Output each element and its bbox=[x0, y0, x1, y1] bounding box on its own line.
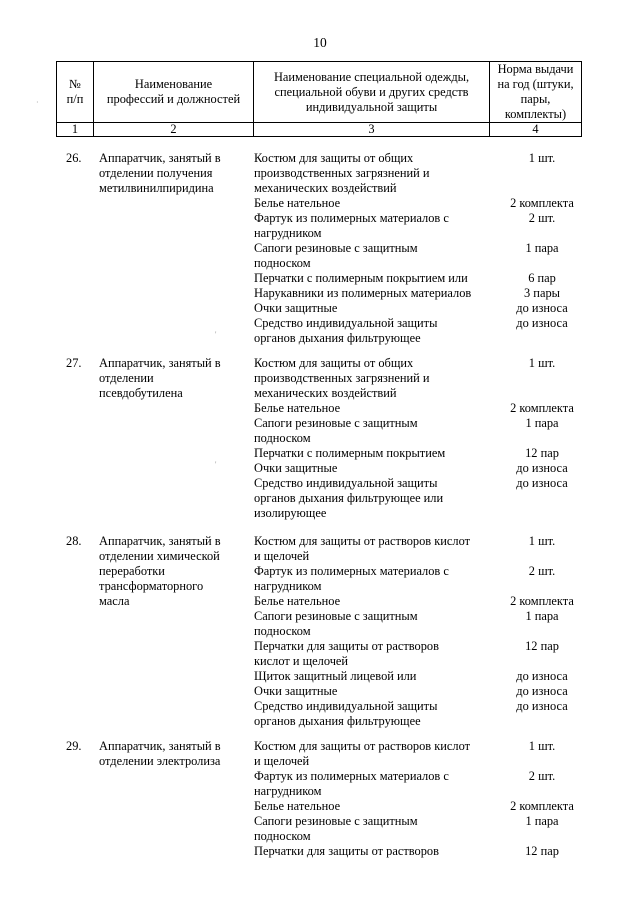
equipment-name-line: подноском bbox=[254, 624, 311, 638]
equipment-item bbox=[254, 844, 640, 859]
equipment-item bbox=[254, 301, 640, 316]
entry-number: 29. bbox=[66, 739, 82, 753]
issue-norm: 1 пара bbox=[525, 609, 559, 623]
equipment-name-line: Белье нательное bbox=[254, 401, 341, 415]
equipment-name-line: Очки защитные bbox=[254, 684, 338, 698]
equipment-item bbox=[254, 594, 640, 609]
equipment-name-line: органов дыхания фильтрующее или bbox=[254, 491, 444, 505]
equipment-name bbox=[254, 669, 492, 684]
equipment-item bbox=[254, 461, 640, 476]
equipment-name-line: органов дыхания фильтрующее bbox=[254, 714, 421, 728]
entry-profession bbox=[99, 739, 249, 769]
header-number-2: 2 bbox=[94, 123, 254, 137]
equipment-name bbox=[254, 286, 492, 301]
equipment-item bbox=[254, 739, 640, 769]
issue-norm: 1 шт. bbox=[528, 739, 556, 753]
equipment-name-line: Перчатки для защиты от растворов bbox=[254, 844, 439, 858]
equipment-item bbox=[254, 769, 640, 799]
equipment-list bbox=[254, 534, 640, 729]
equipment-item bbox=[254, 356, 640, 401]
equipment-name bbox=[254, 316, 492, 346]
header-col-number: № п/п bbox=[57, 62, 94, 123]
header-number-3: 3 bbox=[254, 123, 490, 137]
equipment-name-line: Средство индивидуальной защиты bbox=[254, 699, 438, 713]
equipment-name-line: Очки защитные bbox=[254, 301, 338, 315]
equipment-name-line: Костюм для защиты от растворов кислот bbox=[254, 739, 471, 753]
issue-norm: до износа bbox=[516, 684, 568, 698]
equipment-name bbox=[254, 446, 492, 461]
equipment-name-line: производственных загрязнений и bbox=[254, 166, 430, 180]
issue-norm: 2 шт. bbox=[528, 564, 556, 578]
issue-norm: до износа bbox=[516, 476, 568, 490]
issue-norm: до износа bbox=[516, 461, 568, 475]
equipment-name-line: Костюм для защиты от растворов кислот bbox=[254, 534, 471, 548]
equipment-name-line: механических воздействий bbox=[254, 181, 397, 195]
scan-speck: · bbox=[36, 98, 39, 107]
equipment-name-line: и щелочей bbox=[254, 549, 310, 563]
equipment-name-line: и щелочей bbox=[254, 754, 310, 768]
equipment-name-line: Перчатки с полимерным покрытием или bbox=[254, 271, 468, 285]
equipment-name-line: нагрудником bbox=[254, 784, 322, 798]
entry-number: 27. bbox=[66, 356, 82, 370]
equipment-name-line: подноском bbox=[254, 256, 311, 270]
equipment-name bbox=[254, 241, 492, 271]
equipment-name-line: подноском bbox=[254, 829, 311, 843]
issue-norm: 2 шт. bbox=[528, 211, 556, 225]
profession-line: псевдобутилена bbox=[99, 386, 183, 400]
equipment-name bbox=[254, 416, 492, 446]
equipment-name-line: Фартук из полимерных материалов с bbox=[254, 564, 449, 578]
equipment-list bbox=[254, 356, 640, 521]
profession-line: Аппаратчик, занятый в bbox=[99, 739, 221, 753]
header-number-1: 1 bbox=[57, 123, 94, 137]
equipment-item bbox=[254, 564, 640, 594]
entry-number: 26. bbox=[66, 151, 82, 165]
issue-norm: до износа bbox=[516, 301, 568, 315]
equipment-name bbox=[254, 639, 492, 669]
equipment-item bbox=[254, 151, 640, 196]
equipment-item bbox=[254, 286, 640, 301]
issue-norm: 2 комплекта bbox=[510, 799, 574, 813]
equipment-name bbox=[254, 844, 492, 859]
equipment-name-line: Нарукавники из полимерных материалов bbox=[254, 286, 472, 300]
table-header bbox=[56, 61, 582, 137]
equipment-name-line: нагрудником bbox=[254, 226, 322, 240]
equipment-name-line: Сапоги резиновые с защитным bbox=[254, 416, 418, 430]
equipment-item bbox=[254, 416, 640, 446]
equipment-name bbox=[254, 769, 492, 799]
profession-line: отделении электролиза bbox=[99, 754, 221, 768]
header-col-profession: Наименование профессий и должностей bbox=[94, 62, 254, 123]
equipment-name bbox=[254, 799, 492, 814]
issue-norm: 6 пар bbox=[528, 271, 556, 285]
equipment-name-line: Фартук из полимерных материалов с bbox=[254, 769, 449, 783]
equipment-name-line: Средство индивидуальной защиты bbox=[254, 316, 438, 330]
equipment-item bbox=[254, 534, 640, 564]
issue-norm: 2 комплекта bbox=[510, 401, 574, 415]
equipment-name-line: Средство индивидуальной защиты bbox=[254, 476, 438, 490]
equipment-name-line: Щиток защитный лицевой или bbox=[254, 669, 417, 683]
equipment-list bbox=[254, 739, 640, 859]
equipment-item bbox=[254, 196, 640, 211]
equipment-item bbox=[254, 609, 640, 639]
profession-line: отделении химической bbox=[99, 549, 220, 563]
equipment-name-line: Сапоги резиновые с защитным bbox=[254, 814, 418, 828]
equipment-item bbox=[254, 699, 640, 729]
profession-line: переработки bbox=[99, 564, 165, 578]
equipment-name bbox=[254, 301, 492, 316]
equipment-name-line: Белье нательное bbox=[254, 799, 341, 813]
scan-speck: ' bbox=[215, 330, 217, 339]
equipment-list bbox=[254, 151, 640, 346]
issue-norm: 12 пар bbox=[525, 639, 559, 653]
issue-norm: 1 пара bbox=[525, 241, 559, 255]
profession-line: отделении bbox=[99, 371, 154, 385]
profession-line: трансформаторного bbox=[99, 579, 204, 593]
equipment-item bbox=[254, 316, 640, 346]
equipment-name bbox=[254, 211, 492, 241]
entry-profession bbox=[99, 151, 249, 196]
entry-profession bbox=[99, 534, 249, 609]
equipment-name bbox=[254, 594, 492, 609]
issue-norm: 1 пара bbox=[525, 814, 559, 828]
issue-norm: 12 пар bbox=[525, 844, 559, 858]
equipment-name-line: Очки защитные bbox=[254, 461, 338, 475]
header-col-norm: Норма выдачи на год (штуки, пары, комплекты) bbox=[490, 62, 582, 123]
equipment-item bbox=[254, 814, 640, 844]
profession-line: отделении получения bbox=[99, 166, 213, 180]
equipment-name-line: Сапоги резиновые с защитным bbox=[254, 241, 418, 255]
equipment-name-line: подноском bbox=[254, 431, 311, 445]
issue-norm: 1 пара bbox=[525, 416, 559, 430]
equipment-name-line: кислот и щелочей bbox=[254, 654, 349, 668]
equipment-name bbox=[254, 461, 492, 476]
issue-norm: 2 комплекта bbox=[510, 196, 574, 210]
equipment-name-line: механических воздействий bbox=[254, 386, 397, 400]
equipment-name bbox=[254, 356, 492, 401]
equipment-name-line: Сапоги резиновые с защитным bbox=[254, 609, 418, 623]
equipment-name-line: нагрудником bbox=[254, 579, 322, 593]
equipment-name-line: Перчатки с полимерным покрытием bbox=[254, 446, 446, 460]
profession-line: масла bbox=[99, 594, 130, 608]
equipment-name bbox=[254, 476, 492, 521]
equipment-name bbox=[254, 271, 492, 286]
equipment-name bbox=[254, 684, 492, 699]
issue-norm: 2 шт. bbox=[528, 769, 556, 783]
equipment-name-line: изолирующее bbox=[254, 506, 327, 520]
issue-norm: до износа bbox=[516, 316, 568, 330]
profession-line: Аппаратчик, занятый в bbox=[99, 356, 221, 370]
issue-norm: до износа bbox=[516, 669, 568, 683]
equipment-item bbox=[254, 211, 640, 241]
equipment-item bbox=[254, 639, 640, 669]
equipment-name bbox=[254, 739, 492, 769]
issue-norm: 1 шт. bbox=[528, 534, 556, 548]
equipment-name bbox=[254, 534, 492, 564]
equipment-name-line: Перчатки для защиты от растворов bbox=[254, 639, 439, 653]
equipment-item bbox=[254, 476, 640, 521]
equipment-name-line: Костюм для защиты от общих bbox=[254, 151, 414, 165]
equipment-item bbox=[254, 799, 640, 814]
profession-line: Аппаратчик, занятый в bbox=[99, 151, 221, 165]
equipment-item bbox=[254, 271, 640, 286]
issue-norm: 1 шт. bbox=[528, 151, 556, 165]
entry-profession bbox=[99, 356, 249, 401]
equipment-name bbox=[254, 196, 492, 211]
equipment-name-line: Белье нательное bbox=[254, 594, 341, 608]
equipment-name bbox=[254, 699, 492, 729]
equipment-item bbox=[254, 446, 640, 461]
equipment-name bbox=[254, 401, 492, 416]
entry-number: 28. bbox=[66, 534, 82, 548]
scan-speck: ' bbox=[215, 460, 217, 469]
header-col-equipment: Наименование специальной одежды, специальной обуви и других средств индивидуальной защиты bbox=[254, 62, 490, 123]
equipment-item bbox=[254, 684, 640, 699]
issue-norm: 12 пар bbox=[525, 446, 559, 460]
equipment-item bbox=[254, 669, 640, 684]
page-number: 10 bbox=[313, 35, 327, 50]
equipment-name bbox=[254, 609, 492, 639]
equipment-name bbox=[254, 814, 492, 844]
equipment-name-line: Фартук из полимерных материалов с bbox=[254, 211, 449, 225]
equipment-name-line: производственных загрязнений и bbox=[254, 371, 430, 385]
equipment-item bbox=[254, 401, 640, 416]
header-number-4: 4 bbox=[490, 123, 582, 137]
issue-norm: до износа bbox=[516, 699, 568, 713]
equipment-name-line: органов дыхания фильтрующее bbox=[254, 331, 421, 345]
profession-line: Аппаратчик, занятый в bbox=[99, 534, 221, 548]
profession-line: метилвинилпиридина bbox=[99, 181, 214, 195]
equipment-item bbox=[254, 241, 640, 271]
issue-norm: 1 шт. bbox=[528, 356, 556, 370]
equipment-name-line: Костюм для защиты от общих bbox=[254, 356, 414, 370]
equipment-name bbox=[254, 151, 492, 196]
equipment-name-line: Белье нательное bbox=[254, 196, 341, 210]
issue-norm: 3 пары bbox=[524, 286, 560, 300]
issue-norm: 2 комплекта bbox=[510, 594, 574, 608]
equipment-name bbox=[254, 564, 492, 594]
